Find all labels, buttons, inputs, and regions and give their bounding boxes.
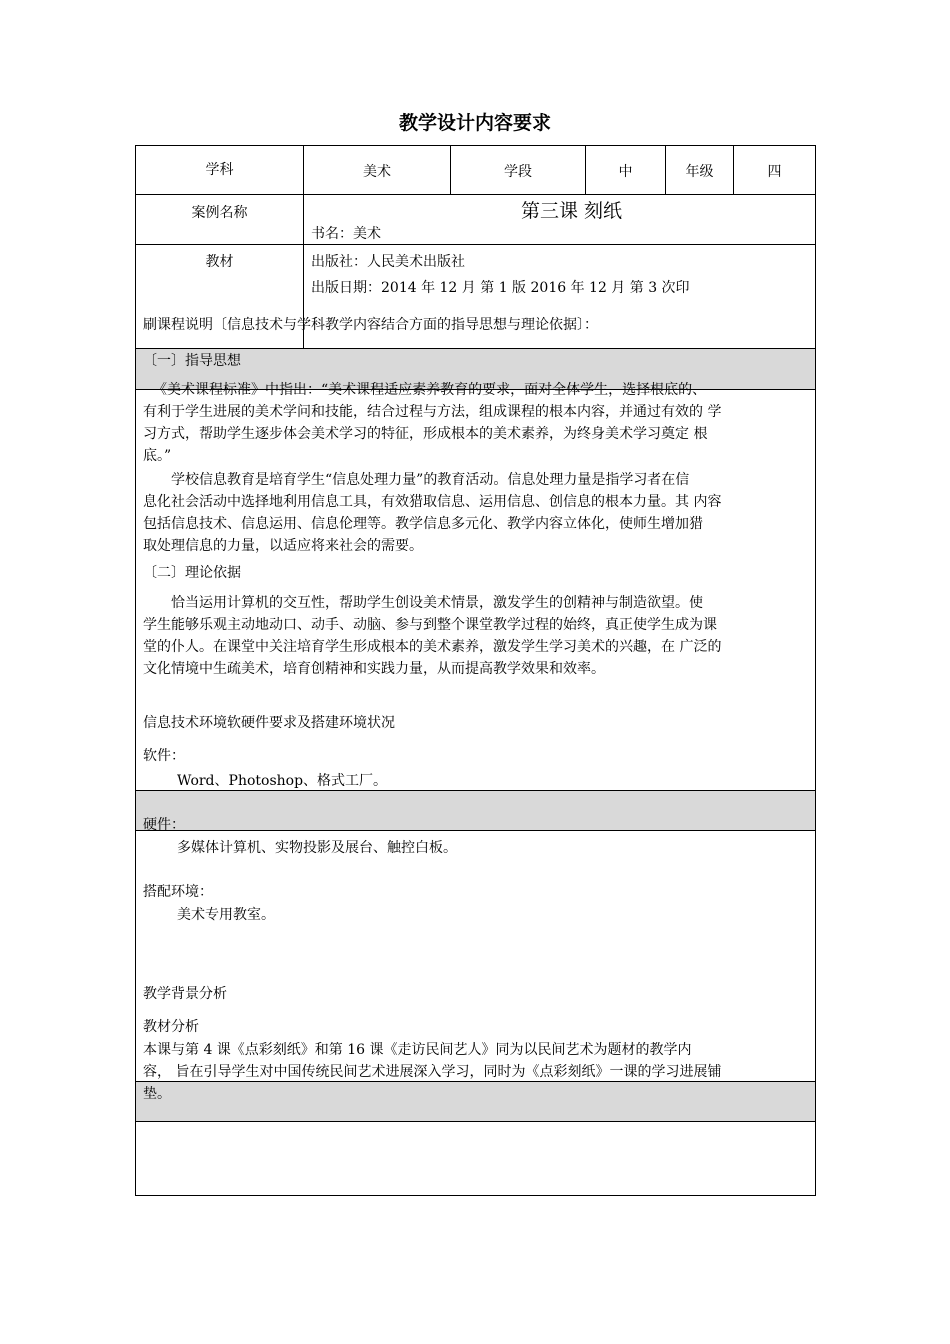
stage-label: 学段 [504, 164, 532, 180]
subject-value: 美术 [363, 164, 391, 180]
text-line: 本课与第 4 课《点彩刻纸》和第 16 课《走访民间艺人》同为以民间艺术为题材的教学内 [143, 1042, 692, 1058]
theory-heading: 〔二〕理论依据 [143, 565, 241, 581]
grade-label: 年级 [685, 164, 714, 180]
text-line: 垫。 [143, 1086, 171, 1102]
publish-date: 出版日期：2014 年 12 月 第 1 版 2016 年 12 月 第 3 次印 [311, 280, 690, 296]
text-line: 文化情境中生疏美术，培育创精神和实践力量，从而提高教学效果和效率。 [143, 661, 605, 677]
text-line: 《美术课程标准》中指出：“美术课程适应素养教育的要求，面对全体学生，选择根底的、 [153, 382, 707, 398]
text-line: 取处理信息的力量，以适应将来社会的需要。 [143, 538, 423, 554]
guiding-paragraph-1 [143, 379, 815, 467]
grade-value: 四 [767, 164, 782, 180]
row-rule [135, 1121, 816, 1122]
row-rule [135, 194, 816, 195]
row-rule [135, 830, 816, 831]
row-rule [135, 244, 816, 245]
row-rule [135, 348, 816, 349]
book-name: 书名：美术 [311, 226, 381, 242]
stage-value: 中 [618, 164, 633, 180]
course-description-heading: 刷课程说明〔信息技术与学科教学内容结合方面的指导思想与理论依据〕： [143, 317, 598, 333]
text-line: 学校信息教育是培育学生“信息处理力量”的教育活动。信息处理力量是指学习者在信 [171, 472, 690, 488]
guiding-paragraph-2 [143, 469, 815, 557]
subject-label: 学科 [205, 162, 234, 178]
document-title: 教学设计内容要求 [398, 112, 551, 134]
text-line: 习方式，帮助学生逐步体会美术学习的特征，形成根本的美术素养，为终身美术学习奠定 根 [143, 426, 708, 442]
guiding-heading: 〔一〕指导思想 [143, 353, 241, 369]
theory-paragraph [143, 592, 815, 680]
text-line: 学生能够乐观主动地动口、动手、动脑、参与到整个课堂教学过程的始终，真正使学生成为课 [143, 617, 717, 633]
text-line: 堂的仆人。在课堂中关注培育学生形成根本的美术素养，激发学生学习美术的兴趣，在 广泛的 [143, 639, 722, 655]
material-analysis-label: 教材分析 [143, 1019, 199, 1035]
text-line: 容， 旨在引导学生对中国传统民间艺术进展深入学习，同时为《点彩刻纸》一课的学习进展铺 [143, 1064, 722, 1080]
software-label: 软件： [143, 748, 185, 764]
case-value: 第三课 刻纸 [521, 200, 623, 222]
textbook-label: 教材 [205, 254, 234, 270]
publisher: 出版社：人民美术出版社 [311, 254, 465, 270]
material-analysis-text [143, 1039, 815, 1105]
environment-heading: 信息技术环境软硬件要求及搭建环境状况 [143, 715, 395, 731]
text-line: 恰当运用计算机的交互性，帮助学生创设美术情景，激发学生的创精神与制造欲望。使 [171, 595, 703, 611]
setup-label: 搭配环境： [143, 884, 213, 900]
hardware-label: 硬件： [143, 817, 185, 833]
setup-value: 美术专用教室。 [177, 907, 275, 923]
text-line: 包括信息技术、信息运用、信息伦理等。教学信息多元化、教学内容立体化，使师生增加猎 [143, 516, 703, 532]
text-line: 底。” [143, 448, 172, 464]
software-value: Word、Photoshop、格式工厂。 [177, 773, 388, 789]
hardware-value: 多媒体计算机、实物投影及展台、触控白板。 [177, 840, 457, 856]
background-heading: 教学背景分析 [143, 986, 227, 1002]
text-line: 有利于学生进展的美术学问和技能，结合过程与方法，组成课程的根本内容，并通过有效的 学 [143, 404, 722, 420]
text-line: 息化社会活动中选择地利用信息工具，有效猎取信息、运用信息、创信息的根本力量。其 内容 [143, 494, 722, 510]
case-label: 案例名称 [191, 205, 248, 221]
